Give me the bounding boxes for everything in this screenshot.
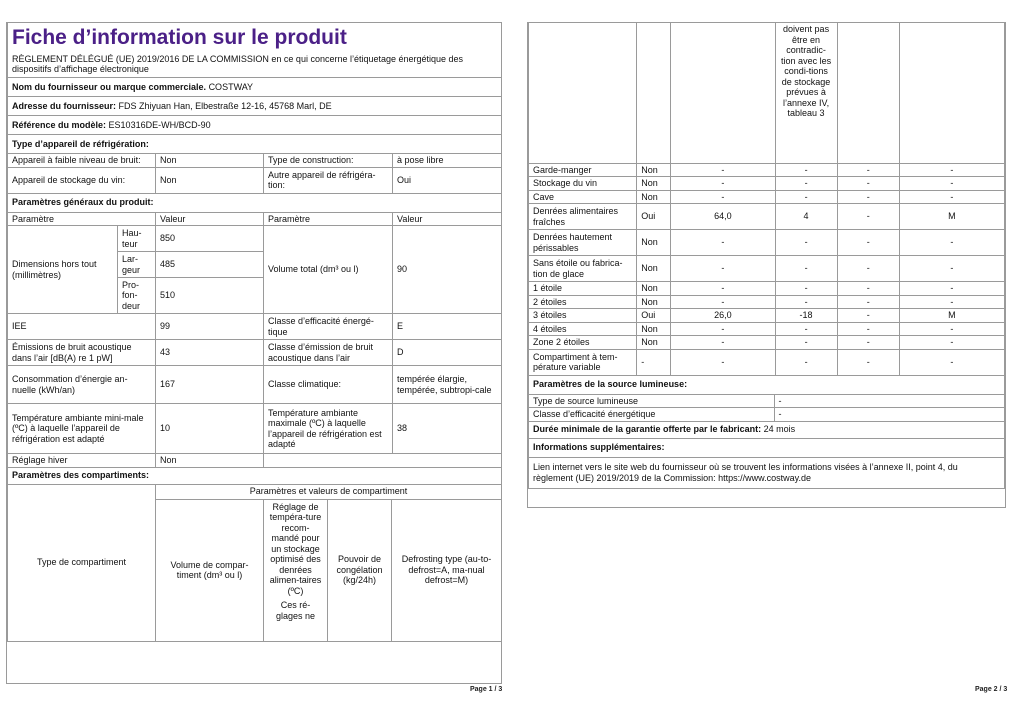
- construction-label: Type de construction:: [264, 154, 393, 168]
- model-value: ES10316DE-WH/BCD-90: [108, 119, 211, 130]
- supplier-link-text: Lien internet vers le site web du fournisseur où se trouvent les informations visées à l’annexe II, point 4, du règlement (UE) 2019/2019 de la Commission:: [533, 462, 958, 483]
- additional-section-heading: Informations supplémentaires:: [529, 438, 1005, 457]
- compartment-defrost: -: [899, 282, 1004, 296]
- climate-class-value: tempérée élargie, tempérée, subtropi-cale: [393, 366, 502, 404]
- volume-label: Volume total (dm³ ou l): [264, 226, 393, 314]
- wine-label: Appareil de stockage du vin:: [8, 167, 156, 193]
- compartment-temp-header: [264, 499, 328, 641]
- table-row: [529, 322, 1005, 336]
- noise-label: Émissions de bruit acoustique dans l’air [dB(A) re 1 pW]: [8, 340, 156, 366]
- compartment-present: Non: [637, 336, 671, 350]
- compartment-table: [528, 23, 1005, 376]
- compartment-freeze: -: [837, 309, 899, 323]
- light-type-label: Type de source lumineuse: [529, 394, 775, 408]
- light-class-label: Classe d’efficacité énergétique: [529, 408, 775, 422]
- compartment-temp: -: [775, 322, 837, 336]
- low-noise-value: Non: [156, 154, 264, 168]
- regulation-text: RÈGLEMENT DÉLÉGUÉ (UE) 2019/2016 DE LA COMMISSION en ce qui concerne l’étiquetage énergétique des dispositifs d’affichage électronique: [8, 51, 502, 78]
- light-class-value: -: [774, 408, 1005, 422]
- height-label: Hau-teur: [118, 226, 156, 252]
- supplier-link-url[interactable]: https://www.costway.de: [718, 472, 811, 483]
- compartment-name: 2 étoiles: [529, 295, 637, 309]
- min-temp-value: 10: [156, 404, 264, 454]
- compartment-present: Non: [637, 295, 671, 309]
- compartment-volume: -: [671, 322, 775, 336]
- consumption-value: 167: [156, 366, 264, 404]
- address-label: Adresse du fournisseur:: [12, 100, 117, 111]
- page-1: [6, 22, 502, 684]
- model-row: [8, 116, 502, 135]
- compartment-defrost: -: [899, 177, 1004, 191]
- supplier-row: [8, 78, 502, 97]
- height-value: 850: [156, 226, 264, 252]
- column-header-value: Valeur: [156, 212, 264, 226]
- compartment-freeze: -: [837, 163, 899, 177]
- compartment-present: Non: [637, 282, 671, 296]
- max-temp-label: Température ambiante maximale (ºC) à laquelle l’appareil de réfrigération est adapté: [264, 404, 393, 454]
- table-row: [529, 190, 1005, 204]
- compartment-temp: -: [775, 336, 837, 350]
- compartment-type-header: Type de compartiment: [8, 485, 156, 642]
- warranty-label: Durée minimale de la garantie offerte par le fabricant:: [533, 424, 762, 435]
- compartment-volume: -: [671, 230, 775, 256]
- table-row: [529, 282, 1005, 296]
- compartment-temp: -: [775, 295, 837, 309]
- compartment-freeze: -: [837, 349, 899, 375]
- compartment-temp: -: [775, 256, 837, 282]
- energy-class-value: E: [393, 314, 502, 340]
- page-number-2: Page 2 / 3: [975, 686, 1008, 693]
- compartment-defrost: -: [899, 295, 1004, 309]
- max-temp-value: 38: [393, 404, 502, 454]
- construction-value: à pose libre: [393, 154, 502, 168]
- compartment-freeze-header: Pouvoir de congélation (kg/24h): [328, 499, 392, 641]
- compartment-params-header: Paramètres et valeurs de compartiment: [156, 485, 502, 500]
- iee-value: 99: [156, 314, 264, 340]
- compartment-volume: -: [671, 295, 775, 309]
- other-appliance-label: Autre appareil de réfrigéra-tion:: [264, 167, 393, 193]
- compartment-temp: -: [775, 230, 837, 256]
- compartment-volume: -: [671, 163, 775, 177]
- compartment-defrost-header: Defrosting type (au-to-defrost=A, ma-nual defrost=M): [392, 499, 502, 641]
- compartment-name: Zone 2 étoiles: [529, 336, 637, 350]
- column-header-value-2: Valeur: [393, 212, 502, 226]
- depth-label: Pro-fon-deur: [118, 278, 156, 314]
- noise-class-label: Classe d’émission de bruit acoustique dans l’air: [264, 340, 393, 366]
- compartment-present: Non: [637, 190, 671, 204]
- compartment-name: Stockage du vin: [529, 177, 637, 191]
- compartment-name: 3 étoiles: [529, 309, 637, 323]
- compartment-rows: [529, 163, 1005, 375]
- page-2: [527, 22, 1006, 508]
- table-row: [529, 163, 1005, 177]
- noise-value: 43: [156, 340, 264, 366]
- width-value: 485: [156, 252, 264, 278]
- table-row: [529, 230, 1005, 256]
- table-row: [529, 295, 1005, 309]
- compartment-name: Denrées alimentaires fraîches: [529, 204, 637, 230]
- warranty-value: 24 mois: [763, 424, 796, 435]
- iee-label: IEE: [8, 314, 156, 340]
- energy-class-label: Classe d’efficacité énergé-tique: [264, 314, 393, 340]
- type-section-heading: Type d’appareil de réfrigération:: [8, 135, 502, 154]
- compartment-volume-header: Volume de compar-timent (dm³ ou l): [156, 499, 264, 641]
- table-row: [529, 336, 1005, 350]
- winter-setting-label: Réglage hiver: [8, 454, 156, 468]
- compartment-temp-header-continued: Ces ré-glages ne: [275, 600, 316, 621]
- table-row: [529, 177, 1005, 191]
- empty-cell: [899, 23, 1004, 163]
- compartment-temp-header-text: Réglage de tempéra-ture recom-mandé pour un stockage optimisé des denrées alimen-taires (ºC): [269, 501, 322, 596]
- compartment-freeze: -: [837, 336, 899, 350]
- compartment-name: Garde-manger: [529, 163, 637, 177]
- width-label: Lar-geur: [118, 252, 156, 278]
- table-row: [529, 204, 1005, 230]
- dimensions-label: Dimensions hors tout (millimètres): [8, 226, 118, 314]
- empty-cell: [264, 454, 502, 468]
- compartment-name: Compartiment à tem-pérature variable: [529, 349, 637, 375]
- volume-value: 90: [393, 226, 502, 314]
- compartment-present: -: [637, 349, 671, 375]
- noise-class-value: D: [393, 340, 502, 366]
- compartment-temp: -: [775, 282, 837, 296]
- table-row: [529, 256, 1005, 282]
- compartment-present: Non: [637, 163, 671, 177]
- supplier-value: COSTWAY: [208, 81, 254, 92]
- compartment-freeze: -: [837, 282, 899, 296]
- compartment-freeze: -: [837, 295, 899, 309]
- consumption-label: Consommation d’énergie an-nuelle (kWh/an): [8, 366, 156, 404]
- compartment-name: Sans étoile ou fabrica-tion de glace: [529, 256, 637, 282]
- low-noise-label: Appareil à faible niveau de bruit:: [8, 154, 156, 168]
- general-section-heading: Paramètres généraux du produit:: [8, 193, 502, 212]
- empty-cell: [637, 23, 671, 163]
- info-table-page-1: [7, 23, 502, 485]
- compartment-temp-header-continued-2: doivent pas être en contradic-tion avec les condi-tions de stockage prévues à l’annexe IV, tableau 3: [775, 23, 837, 163]
- compartment-freeze: -: [837, 322, 899, 336]
- compartment-freeze: -: [837, 256, 899, 282]
- light-section-heading: Paramètres de la source lumineuse:: [529, 376, 1005, 395]
- compartment-name: 4 étoiles: [529, 322, 637, 336]
- winter-setting-value: Non: [156, 454, 264, 468]
- compartment-defrost: -: [899, 230, 1004, 256]
- compartment-volume: -: [671, 177, 775, 191]
- table-row: [529, 349, 1005, 375]
- compartment-freeze: -: [837, 190, 899, 204]
- compartment-section-heading: Paramètres des compartiments:: [8, 467, 502, 484]
- compartment-present: Non: [637, 177, 671, 191]
- compartment-defrost: -: [899, 349, 1004, 375]
- compartment-temp: 4: [775, 204, 837, 230]
- compartment-volume: -: [671, 190, 775, 204]
- supplier-label: Nom du fournisseur ou marque commerciale.: [12, 81, 207, 92]
- compartment-present: Oui: [637, 204, 671, 230]
- compartment-present: Non: [637, 322, 671, 336]
- compartment-name: 1 étoile: [529, 282, 637, 296]
- page-number-1: Page 1 / 3: [470, 686, 503, 693]
- climate-class-label: Classe climatique:: [264, 366, 393, 404]
- compartment-temp: -: [775, 163, 837, 177]
- compartment-defrost: M: [899, 204, 1004, 230]
- wine-value: Non: [156, 167, 264, 193]
- compartment-volume: 26,0: [671, 309, 775, 323]
- compartment-defrost: -: [899, 336, 1004, 350]
- compartment-defrost: -: [899, 322, 1004, 336]
- compartment-defrost: M: [899, 309, 1004, 323]
- address-value: FDS Zhiyuan Han, Elbestraße 12-16, 45768 Marl, DE: [118, 100, 332, 111]
- compartment-temp: -18: [775, 309, 837, 323]
- compartment-freeze: -: [837, 230, 899, 256]
- compartment-present: Non: [637, 256, 671, 282]
- compartment-present: Oui: [637, 309, 671, 323]
- compartment-volume: -: [671, 349, 775, 375]
- empty-cell: [837, 23, 899, 163]
- supplier-link-row: [529, 457, 1005, 488]
- compartment-volume: -: [671, 256, 775, 282]
- model-label: Référence du modèle:: [12, 119, 107, 130]
- compartment-temp: -: [775, 349, 837, 375]
- compartment-volume: -: [671, 282, 775, 296]
- compartment-defrost: -: [899, 190, 1004, 204]
- empty-cell: [529, 23, 637, 163]
- address-row: [8, 97, 502, 116]
- compartment-volume: -: [671, 336, 775, 350]
- light-source-table: [528, 376, 1005, 489]
- empty-cell: [671, 23, 775, 163]
- compartment-defrost: -: [899, 163, 1004, 177]
- table-row: [529, 309, 1005, 323]
- compartment-freeze: -: [837, 177, 899, 191]
- compartment-volume: 64,0: [671, 204, 775, 230]
- min-temp-label: Température ambiante mini-male (ºC) à laquelle l’appareil de réfrigération est adapté: [8, 404, 156, 454]
- compartment-freeze: -: [837, 204, 899, 230]
- compartment-header-table: [7, 485, 502, 642]
- page-title: Fiche d’information sur le produit: [8, 23, 502, 51]
- depth-value: 510: [156, 278, 264, 314]
- other-appliance-value: Oui: [393, 167, 502, 193]
- column-header-parameter-2: Paramètre: [264, 212, 393, 226]
- compartment-temp: -: [775, 190, 837, 204]
- compartment-name: Cave: [529, 190, 637, 204]
- column-header-parameter: Paramètre: [8, 212, 156, 226]
- compartment-name: Denrées hautement périssables: [529, 230, 637, 256]
- light-type-value: -: [774, 394, 1005, 408]
- compartment-defrost: -: [899, 256, 1004, 282]
- compartment-temp: -: [775, 177, 837, 191]
- compartment-present: Non: [637, 230, 671, 256]
- warranty-row: [529, 421, 1005, 438]
